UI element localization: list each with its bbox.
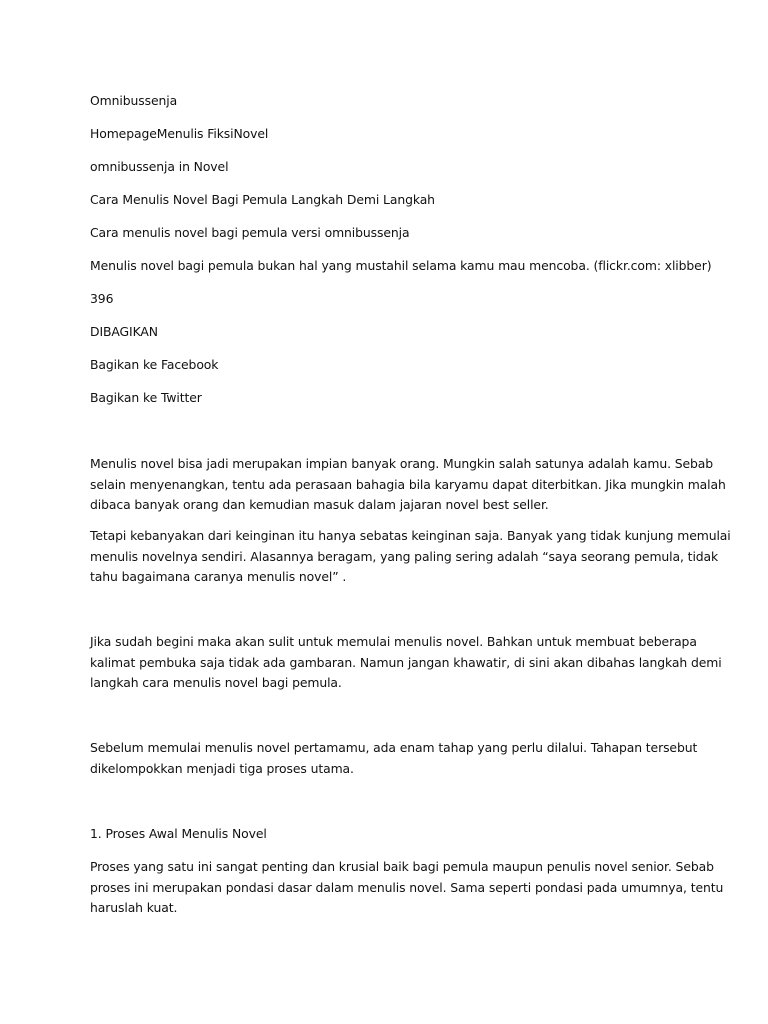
section-heading: 1. Proses Awal Menulis Novel bbox=[90, 826, 267, 841]
share-facebook-link[interactable]: Bagikan ke Facebook bbox=[90, 357, 219, 372]
article-subtitle: Cara menulis novel bagi pemula versi omnibussenja bbox=[90, 225, 410, 240]
paragraph-line: dikelompokkan menjadi tiga proses utama. bbox=[90, 760, 354, 776]
share-twitter-link[interactable]: Bagikan ke Twitter bbox=[90, 390, 202, 405]
image-caption: Menulis novel bagi pemula bukan hal yang mustahil selama kamu mau mencoba. (flickr.com: xlibber) bbox=[90, 258, 712, 273]
paragraph-line: tahu bagaimana caranya menulis novel” . bbox=[90, 569, 347, 584]
paragraph-line: menulis novelnya sendiri. Alasannya beragam, yang paling sering adalah “saya seorang pemula, tidak bbox=[90, 548, 719, 564]
paragraph-line: Tetapi kebanyakan dari keinginan itu hanya sebatas keinginan saja. Banyak yang tidak kunjung memulai bbox=[90, 528, 731, 543]
share-count: 396 bbox=[90, 291, 114, 306]
paragraph-line: proses ini merupakan pondasi dasar dalam menulis novel. Sama seperti pondasi pada umumnya, tentu bbox=[90, 879, 724, 895]
body-paragraph bbox=[90, 632, 722, 694]
paragraph-line: dibaca banyak orang dan kemudian masuk dalam jajaran novel best seller. bbox=[90, 497, 549, 512]
author-line: omnibussenja in Novel bbox=[90, 159, 229, 174]
share-label: DIBAGIKAN bbox=[90, 324, 158, 339]
paragraph-line: Jika sudah begini maka akan sulit untuk memulai menulis novel. Bahkan untuk membuat beberapa bbox=[90, 634, 697, 649]
body-paragraph bbox=[90, 738, 698, 779]
paragraph-line: haruslah kuat. bbox=[90, 900, 178, 915]
article-title: Cara Menulis Novel Bagi Pemula Langkah Demi Langkah bbox=[90, 192, 435, 207]
body-paragraph bbox=[90, 526, 731, 588]
paragraph-line: kalimat pembuka saja tidak ada gambaran. Namun jangan khawatir, di sini akan dibahas langkah demi bbox=[90, 654, 722, 670]
breadcrumb: HomepageMenulis FiksiNovel bbox=[90, 126, 269, 141]
body-paragraph bbox=[90, 454, 726, 516]
paragraph-line: Sebelum memulai menulis novel pertamamu, ada enam tahap yang perlu dilalui. Tahapan tersebut bbox=[90, 740, 698, 755]
site-name: Omnibussenja bbox=[90, 93, 178, 108]
paragraph-line: Menulis novel bisa jadi merupakan impian banyak orang. Mungkin salah satunya adalah kamu. Sebab bbox=[90, 456, 714, 471]
paragraph-line: Proses yang satu ini sangat penting dan krusial baik bagi pemula maupun penulis novel senior. Sebab bbox=[90, 859, 714, 874]
section-paragraph bbox=[90, 857, 724, 919]
paragraph-line: langkah cara menulis novel bagi pemula. bbox=[90, 675, 342, 690]
paragraph-line: selain menyenangkan, tentu ada perasaan bahagia bila karyamu dapat diterbitkan. Jika mungkin malah bbox=[90, 476, 726, 492]
